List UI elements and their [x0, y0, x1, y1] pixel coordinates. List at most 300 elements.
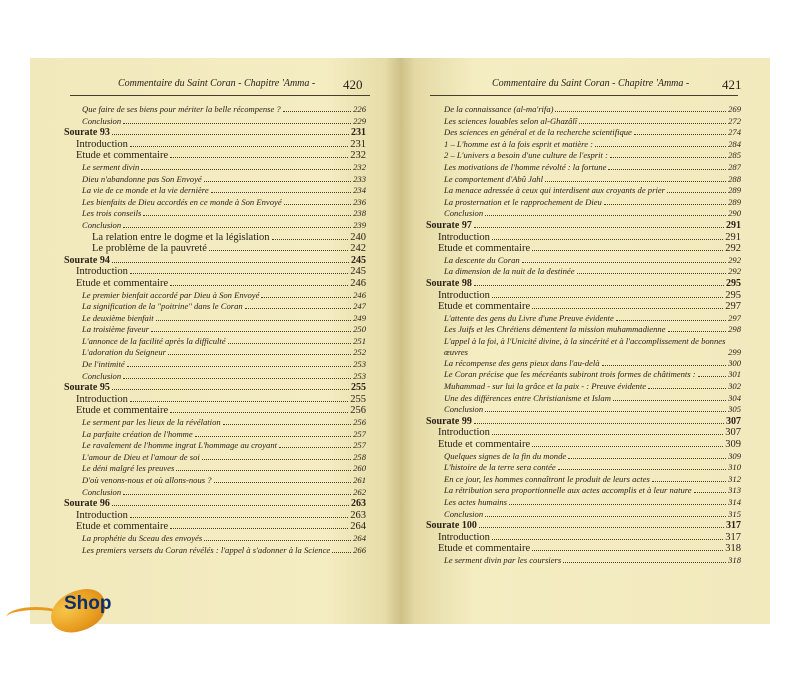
toc-leader-dots	[474, 284, 724, 286]
toc-entry	[64, 417, 366, 429]
left-toc	[64, 104, 366, 556]
toc-entry-page: 295	[726, 277, 741, 289]
toc-entry-title: Sourate 98	[426, 277, 472, 289]
toc-leader-dots	[223, 423, 351, 425]
toc-entry-page: 312	[728, 473, 741, 484]
toc-leader-dots	[176, 469, 351, 471]
toc-entry	[426, 474, 741, 486]
toc-entry-page: 246	[353, 289, 366, 300]
toc-entry-title: Sourate 97	[426, 219, 472, 231]
toc-entry	[64, 533, 366, 545]
toc-entry-title: 2 – L'univers a besoin d'une culture de l'esprit :	[444, 150, 608, 161]
toc-entry-page: 292	[725, 243, 741, 255]
toc-leader-dots	[284, 203, 351, 205]
toc-entry-page: 307	[726, 415, 741, 427]
toc-entry-title: Les premiers versets du Coran révélés : l'appel à s'adonner à la Science	[82, 544, 331, 555]
toc-entry	[64, 104, 366, 116]
toc-entry-title: Une des différences entre Christianisme et Islam	[444, 392, 611, 403]
toc-leader-dots	[170, 156, 348, 158]
toc-entry	[426, 404, 741, 416]
right-page-number: 421	[722, 77, 742, 92]
toc-leader-dots	[202, 458, 351, 460]
toc-entry-page: 304	[728, 392, 741, 403]
toc-entry-page: 256	[353, 417, 366, 428]
toc-entry	[64, 185, 366, 197]
left-running-header: Commentaire du Saint Coran - Chapitre 'Amma -	[118, 78, 316, 89]
toc-entry-title: L'attente des gens du Livre d'une Preuve évidente	[444, 312, 614, 323]
toc-entry	[426, 313, 741, 325]
toc-leader-dots	[616, 319, 726, 321]
toc-entry-title: La vie de ce monde et la vie dernière	[82, 185, 209, 196]
toc-leader-dots	[545, 180, 726, 182]
toc-leader-dots	[485, 214, 726, 216]
toc-entry-title: Des sciences en général et de la recherche scientifique	[444, 127, 632, 138]
toc-entry-page: 255	[351, 382, 366, 394]
toc-entry-title: Dieu n'abandonne pas Son Envoyé	[82, 173, 202, 184]
toc-leader-dots	[485, 515, 726, 517]
toc-entry	[426, 104, 741, 116]
toc-entry-page: 236	[353, 196, 366, 207]
toc-entry-page: 290	[728, 208, 741, 219]
toc-entry	[64, 116, 366, 128]
toc-leader-dots	[228, 342, 351, 344]
right-page	[400, 58, 770, 624]
toc-leader-dots	[272, 238, 349, 240]
toc-entry	[426, 324, 741, 336]
toc-leader-dots	[668, 330, 727, 332]
toc-entry	[64, 208, 366, 220]
toc-entry-title: Introduction	[438, 531, 490, 543]
toc-entry-page: 305	[728, 404, 741, 415]
toc-leader-dots	[608, 168, 726, 170]
toc-entry	[426, 358, 741, 370]
toc-entry	[64, 278, 366, 290]
toc-entry-title: La descente du Coran	[444, 254, 520, 265]
toc-entry-page: 264	[350, 521, 366, 533]
toc-entry-title: La dimension de la nuit de la destinée	[444, 266, 575, 277]
toc-entry-title: Introduction	[76, 138, 128, 150]
toc-entry	[64, 440, 366, 452]
toc-entry-page: 238	[353, 208, 366, 219]
toc-entry-page: 258	[353, 451, 366, 462]
toc-entry	[64, 359, 366, 371]
toc-leader-dots	[211, 191, 351, 193]
toc-entry-title: Sourate 96	[64, 498, 110, 510]
toc-entry-title: Conclusion	[444, 508, 484, 519]
toc-entry	[426, 162, 741, 174]
toc-entry	[426, 509, 741, 521]
toc-leader-dots	[283, 110, 351, 112]
toc-entry	[426, 532, 741, 544]
toc-leader-dots	[492, 296, 723, 298]
toc-leader-dots	[279, 446, 351, 448]
toc-entry	[64, 487, 366, 499]
toc-entry	[426, 520, 741, 532]
toc-entry	[64, 220, 366, 232]
toc-entry-title: Etude et commentaire	[76, 521, 169, 533]
toc-entry-page: 247	[353, 301, 366, 312]
toc-entry-title: Etude et commentaire	[438, 243, 531, 255]
toc-entry-title: Etude et commentaire	[438, 439, 531, 451]
toc-entry	[426, 127, 741, 139]
toc-leader-dots	[479, 526, 724, 528]
toc-entry	[426, 451, 741, 463]
toc-entry-page: 257	[353, 428, 366, 439]
toc-entry-title: La signification de la "poitrine" dans le Coran	[82, 301, 243, 312]
toc-entry-page: 301	[728, 369, 741, 380]
open-book	[30, 58, 770, 624]
toc-entry-title: Etude et commentaire	[76, 150, 169, 162]
toc-entry-page: 315	[728, 508, 741, 519]
toc-entry-page: 309	[725, 439, 741, 451]
toc-entry-title: La parfaite création de l'homme	[82, 428, 193, 439]
toc-entry	[64, 197, 366, 209]
toc-entry-page: 287	[728, 161, 741, 172]
toc-entry-title: La prophétie du Sceau des envoyés	[82, 532, 203, 543]
toc-entry	[426, 485, 741, 497]
toc-entry-title: Sourate 99	[426, 415, 472, 427]
toc-entry-title: Etude et commentaire	[76, 405, 169, 417]
toc-entry	[426, 278, 741, 290]
toc-entry-page: 269	[728, 104, 741, 114]
toc-entry-page: 232	[353, 161, 366, 172]
toc-entry-title: De l'intimité	[82, 359, 125, 370]
toc-leader-dots	[214, 481, 352, 483]
toc-entry-page: 226	[353, 104, 366, 114]
toc-entry	[64, 405, 366, 417]
toc-entry	[64, 347, 366, 359]
toc-entry-title: Sourate 100	[426, 520, 477, 532]
toc-entry	[64, 382, 366, 394]
toc-leader-dots	[532, 307, 723, 309]
left-page	[30, 58, 400, 624]
toc-entry-title: Conclusion	[82, 370, 122, 381]
toc-entry-title: Le serment divin	[82, 161, 140, 172]
toc-entry-page: 274	[728, 127, 741, 138]
toc-entry	[426, 462, 741, 474]
toc-entry-page: 309	[728, 450, 741, 461]
toc-entry	[426, 369, 741, 381]
toc-entry-page: 229	[353, 115, 366, 126]
toc-entry-page: 317	[725, 531, 741, 543]
toc-entry-title: 1 – L'homme est à la fois esprit et matière :	[444, 138, 594, 149]
toc-entry-page: 233	[353, 173, 366, 184]
toc-entry	[64, 545, 366, 557]
left-header-rule	[70, 95, 370, 96]
toc-entry-page: 292	[728, 254, 741, 265]
toc-entry	[64, 162, 366, 174]
toc-entry-title: Etude et commentaire	[76, 277, 169, 289]
toc-entry-title: Le problème de la pauvreté	[92, 243, 207, 255]
toc-entry	[426, 220, 741, 232]
toc-leader-dots	[579, 122, 726, 124]
toc-entry	[426, 427, 741, 439]
toc-leader-dots	[112, 504, 349, 506]
toc-leader-dots	[170, 527, 348, 529]
toc-leader-dots	[492, 538, 723, 540]
toc-entry	[64, 301, 366, 313]
toc-entry-title: Le serment par les lieux de la révélation	[82, 417, 221, 428]
toc-entry	[426, 555, 741, 567]
right-toc	[426, 104, 741, 567]
toc-entry	[64, 255, 366, 267]
toc-leader-dots	[204, 539, 351, 541]
toc-leader-dots	[127, 365, 351, 367]
toc-entry-page: 299	[728, 346, 741, 357]
toc-entry-title: Les actes humains	[444, 497, 508, 507]
toc-leader-dots	[602, 364, 727, 366]
toc-entry	[64, 452, 366, 464]
toc-entry	[426, 255, 741, 267]
toc-entry-title: Introduction	[438, 289, 490, 301]
toc-entry-title: Etude et commentaire	[438, 301, 531, 313]
toc-leader-dots	[555, 110, 726, 112]
toc-leader-dots	[123, 377, 351, 379]
toc-entry	[426, 208, 741, 220]
toc-entry-title: Quelques signes de la fin du monde	[444, 450, 567, 461]
toc-entry-title: Conclusion	[82, 115, 122, 126]
toc-leader-dots	[204, 180, 351, 182]
toc-entry	[64, 371, 366, 383]
toc-entry-page: 318	[728, 554, 741, 565]
toc-leader-dots	[558, 468, 726, 470]
toc-entry-title: La troisième faveur	[82, 324, 149, 335]
toc-entry-page: 291	[726, 219, 741, 231]
toc-entry-title: L'annonce de la facilité après la difficulté	[82, 335, 226, 346]
toc-leader-dots	[509, 503, 726, 505]
toc-entry-title: En ce jour, les hommes connaîtront le produit de leurs actes	[444, 473, 650, 484]
toc-entry-title: Le Coran précise que les mécréants subiront trois formes de châtiments :	[444, 369, 696, 380]
toc-entry	[426, 543, 741, 555]
toc-entry-page: 288	[728, 173, 741, 184]
toc-entry	[64, 232, 366, 244]
toc-entry-title: Les bienfaits de Dieu accordés en ce monde à Son Envoyé	[82, 196, 282, 207]
toc-entry	[64, 463, 366, 475]
toc-entry-page: 310	[728, 462, 741, 473]
toc-entry-page: 252	[353, 347, 366, 358]
toc-entry	[64, 429, 366, 441]
toc-entry	[64, 127, 366, 139]
toc-entry-title: L'appel à la foi, à l'Unicité divine, à la sincérité et à l'accomplissement de bonnes œuvres	[444, 335, 726, 357]
toc-entry-page: 249	[353, 312, 366, 323]
toc-entry-title: Le premier bienfait accordé par Dieu à Son Envoyé	[82, 289, 260, 300]
toc-entry	[426, 243, 741, 255]
toc-leader-dots	[123, 226, 351, 228]
toc-entry-title: Etude et commentaire	[438, 543, 531, 555]
toc-entry	[426, 139, 741, 151]
toc-leader-dots	[577, 272, 727, 274]
toc-entry-page: 231	[350, 138, 366, 150]
toc-entry-page: 232	[350, 150, 366, 162]
toc-leader-dots	[168, 353, 351, 355]
toc-leader-dots	[123, 122, 351, 124]
toc-entry-title: Sourate 95	[64, 382, 110, 394]
toc-entry-page: 298	[728, 324, 741, 335]
toc-leader-dots	[112, 261, 349, 263]
toc-entry	[426, 393, 741, 405]
toc-leader-dots	[532, 249, 723, 251]
shop-logo	[2, 585, 162, 645]
toc-entry-title: La rétribution sera proportionnelle aux actes accomplis et à leur nature	[444, 485, 692, 496]
toc-leader-dots	[694, 491, 727, 493]
toc-entry-page: 289	[728, 196, 741, 207]
toc-leader-dots	[143, 214, 351, 216]
toc-entry-title: Les Juifs et les Chrétiens démentent la mission muhammadienne	[444, 324, 666, 335]
toc-leader-dots	[151, 330, 351, 332]
toc-entry	[426, 185, 741, 197]
toc-leader-dots	[485, 410, 726, 412]
toc-entry-page: 307	[725, 427, 741, 439]
right-header-rule	[430, 95, 738, 96]
toc-entry-page: 285	[728, 150, 741, 161]
toc-entry	[426, 416, 741, 428]
toc-entry-title: Le déni malgré les preuves	[82, 463, 175, 474]
toc-entry-title: Le ravalement de l'homme ingrat L'hommage au croyant	[82, 440, 278, 451]
toc-entry-page: 245	[351, 254, 366, 266]
toc-leader-dots	[209, 249, 348, 251]
toc-entry	[64, 313, 366, 325]
toc-leader-dots	[532, 445, 723, 447]
toc-entry-page: 297	[725, 301, 741, 313]
toc-leader-dots	[667, 191, 726, 193]
toc-leader-dots	[141, 168, 351, 170]
toc-leader-dots	[595, 145, 726, 147]
toc-entry-title: Que faire de ses biens pour mériter la belle récompense ?	[82, 104, 281, 114]
toc-entry-page: 264	[353, 532, 366, 543]
toc-entry-page: 297	[728, 312, 741, 323]
toc-entry-page: 291	[725, 231, 741, 243]
right-running-header: Commentaire du Saint Coran - Chapitre 'Amma -	[492, 78, 690, 89]
toc-entry-title: Le deuxième bienfait	[82, 312, 154, 323]
toc-leader-dots	[112, 133, 349, 135]
toc-leader-dots	[604, 203, 726, 205]
toc-entry-page: 263	[351, 498, 366, 510]
toc-entry-page: 239	[353, 219, 366, 230]
toc-entry-page: 257	[353, 440, 366, 451]
toc-entry-title: Introduction	[76, 266, 128, 278]
toc-leader-dots	[245, 307, 351, 309]
toc-entry	[64, 150, 366, 162]
toc-entry-title: Introduction	[438, 427, 490, 439]
toc-leader-dots	[130, 516, 348, 518]
toc-entry-page: 246	[350, 277, 366, 289]
toc-entry-title: Le serment divin par les coursiers	[444, 554, 562, 565]
toc-entry	[426, 301, 741, 313]
toc-leader-dots	[568, 457, 726, 459]
toc-entry-page: 302	[728, 381, 741, 392]
toc-entry-page: 263	[350, 509, 366, 521]
toc-entry-page: 300	[728, 357, 741, 368]
toc-leader-dots	[522, 261, 726, 263]
toc-entry	[64, 394, 366, 406]
toc-leader-dots	[195, 435, 351, 437]
toc-entry-page: 231	[351, 127, 366, 139]
toc-entry-title: Introduction	[438, 231, 490, 243]
toc-leader-dots	[474, 226, 724, 228]
toc-entry	[426, 197, 741, 209]
toc-entry-title: Muhammad - sur lui la grâce et la paix - : Preuve évidente	[444, 381, 647, 392]
toc-entry-title: De la connaissance (al-ma'rifa)	[444, 104, 554, 114]
toc-leader-dots	[170, 284, 348, 286]
toc-entry	[64, 139, 366, 151]
toc-leader-dots	[130, 145, 348, 147]
toc-entry	[64, 243, 366, 255]
toc-leader-dots	[123, 493, 351, 495]
toc-entry	[426, 266, 741, 278]
shop-logo-text: Shop	[64, 593, 112, 614]
toc-entry-page: 234	[353, 185, 366, 196]
toc-entry-page: 255	[350, 393, 366, 405]
toc-entry-page: 245	[350, 266, 366, 278]
toc-leader-dots	[610, 156, 726, 158]
toc-entry-title: L'amour de Dieu et l'amour de soi	[82, 451, 200, 462]
toc-entry-page: 266	[353, 544, 366, 555]
toc-entry	[64, 174, 366, 186]
toc-entry-title: La relation entre le dogme et la législation	[92, 231, 270, 243]
toc-leader-dots	[261, 296, 351, 298]
toc-entry	[426, 174, 741, 186]
toc-entry-title: Sourate 93	[64, 127, 110, 139]
toc-entry-page: 295	[725, 289, 741, 301]
toc-entry-page: 262	[353, 486, 366, 497]
toc-leader-dots	[492, 433, 723, 435]
toc-entry-page: 292	[728, 266, 741, 277]
toc-entry-page: 314	[728, 497, 741, 507]
toc-entry	[64, 290, 366, 302]
toc-entry-title: Le comportement d'Abû Jahl	[444, 173, 543, 184]
toc-entry-page: 251	[353, 335, 366, 346]
toc-entry-page: 284	[728, 138, 741, 149]
toc-entry-title: Les trois conseils	[82, 208, 142, 219]
toc-entry-page: 250	[353, 324, 366, 335]
toc-entry	[426, 336, 741, 358]
toc-entry-title: Les motivations de l'homme révolté : la fortune	[444, 161, 607, 172]
toc-leader-dots	[492, 238, 723, 240]
toc-entry	[64, 510, 366, 522]
toc-leader-dots	[130, 272, 348, 274]
toc-entry-title: Introduction	[76, 393, 128, 405]
toc-entry-page: 260	[353, 463, 366, 474]
toc-entry	[64, 336, 366, 348]
toc-entry-title: Conclusion	[444, 208, 484, 219]
toc-leader-dots	[112, 388, 349, 390]
toc-leader-dots	[613, 399, 726, 401]
toc-entry-page: 313	[728, 485, 741, 496]
toc-entry	[426, 150, 741, 162]
toc-entry-page: 261	[353, 475, 366, 485]
toc-entry	[426, 116, 741, 128]
toc-entry-page: 240	[350, 231, 366, 243]
toc-entry-title: Conclusion	[82, 486, 122, 497]
toc-entry	[64, 521, 366, 533]
toc-entry	[426, 497, 741, 509]
toc-entry-page: 318	[725, 543, 741, 555]
toc-entry-title: D'où venons-nous et où allons-nous ?	[82, 475, 212, 485]
toc-entry-title: Conclusion	[82, 219, 122, 230]
toc-leader-dots	[563, 561, 726, 563]
toc-entry-title: La récompense des gens pieux dans l'au-delà	[444, 357, 600, 368]
toc-leader-dots	[170, 411, 348, 413]
toc-leader-dots	[130, 400, 348, 402]
toc-leader-dots	[634, 133, 726, 135]
toc-entry-page: 253	[353, 359, 366, 370]
toc-leader-dots	[156, 319, 352, 321]
toc-entry-title: Introduction	[76, 509, 128, 521]
toc-entry	[64, 324, 366, 336]
toc-entry-page: 272	[728, 115, 741, 126]
toc-entry-page: 253	[353, 370, 366, 381]
toc-leader-dots	[532, 549, 723, 551]
